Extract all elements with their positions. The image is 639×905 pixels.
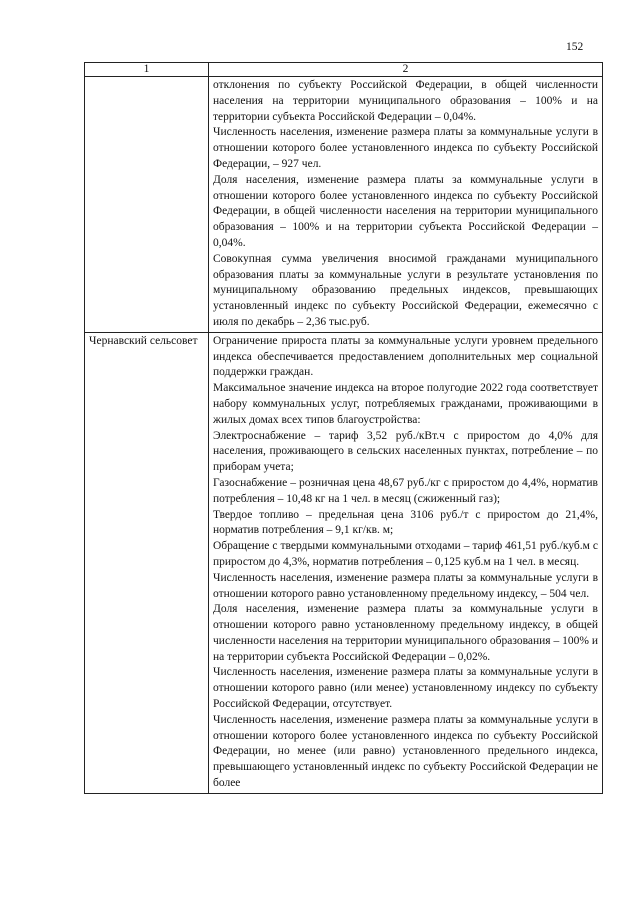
document-table (84, 62, 603, 794)
paragraph: Газоснабжение – розничная цена 48,67 руб./кг с приростом до 4,4%, норматив потребления – 10,48 кг на 1 чел. в месяц (сжиженный газ); (213, 476, 598, 505)
table-row (85, 332, 603, 793)
description-cell (209, 77, 603, 333)
paragraph: Численность населения, изменение размера платы за коммунальные услуги в отношении которого более установленного индекса по субъекту Российской Федерации, – 927 чел. (213, 126, 598, 170)
municipality-cell: Чернавский сельсовет (85, 332, 209, 793)
paragraph: Численность населения, изменение размера платы за коммунальные услуги в отношении которого равно установленному предельному индексу, – 504 чел. (213, 571, 598, 600)
column-header-1: 1 (85, 63, 209, 77)
paragraph: Максимальное значение индекса на второе полугодие 2022 года соответствует набору коммунальных услуг, потребляемых гражданами, проживающими в жилых домах всех типов благоустройства: (213, 382, 598, 426)
paragraph: Обращение с твердыми коммунальными отходами – тариф 461,51 руб./куб.м с приростом до 4,3%, норматив потребления – 0,125 куб.м на 1 чел. в месяц. (213, 540, 598, 568)
paragraph: Доля населения, изменение размера платы за коммунальные услуги в отношении которого равно установленному предельному индексу, в общей численности населения на территории муниципального образования – 100% и на территории субъекта Российской Федерации – 0,02%. (213, 603, 598, 663)
paragraph: Электроснабжение – тариф 3,52 руб./кВт.ч с приростом до 4,0% для населения, проживающего в сельских населенных пунктах, потребление – по приборам учета; (213, 429, 598, 474)
table-row (85, 77, 603, 333)
paragraph: Твердое топливо – предельная цена 3106 руб./т с приростом до 21,4%, норматив потребления – 9,1 кг/кв. м; (213, 508, 598, 537)
table-header-row (85, 63, 603, 77)
description-cell (209, 332, 603, 793)
paragraph: Совокупная сумма увеличения вносимой гражданами муниципального образования платы за коммунальные услуги в результате установления по муниципальному образованию предельных индексов, превышающих установленный индекс по субъекту Российской Федерации, ежемесячно с июля по декабрь – 2,36 тыс.руб. (213, 252, 598, 328)
column-header-2: 2 (209, 63, 603, 77)
page-number: 152 (566, 41, 584, 53)
paragraph: отклонения по субъекту Российской Федерации, в общей численности населения на территории муниципального образования – 100% и на территории субъекта Российской Федерации – 0,04%. (213, 79, 598, 123)
municipality-cell (85, 77, 209, 333)
paragraph: Доля населения, изменение размера платы за коммунальные услуги в отношении которого более установленного индекса по субъекту Российской Федерации, в общей численности населения на территории муниципального образования – 100% и на территории субъекта Российской Федерации – 0,04%. (213, 173, 598, 249)
paragraph: Численность населения, изменение размера платы за коммунальные услуги в отношении которого более установленного индекса по субъекту Российской Федерации, но менее (или равно) установленного предельного индекса, превышающего установленный индекс по субъекту Российской Федерации не более (213, 713, 598, 790)
paragraph: Численность населения, изменение размера платы за коммунальные услуги в отношении которого равно (или менее) установленному индексу по субъекту Российской Федерации, отсутствует. (213, 666, 598, 711)
paragraph: Ограничение прироста платы за коммунальные услуги уровнем предельного индекса обеспечивается предоставлением дополнительных мер социальной поддержки граждан. (213, 334, 598, 379)
